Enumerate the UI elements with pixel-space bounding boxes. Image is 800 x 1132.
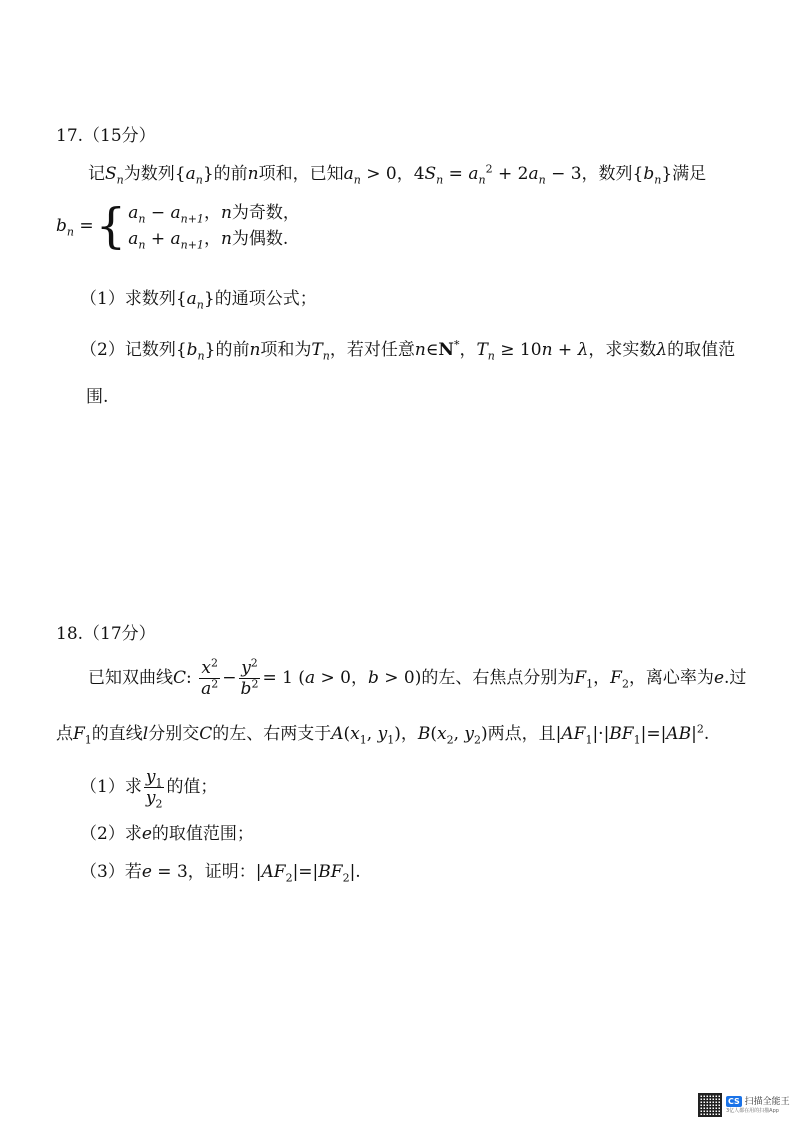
q17-case-even: $a_n + a_{n+1}$，n为偶数. <box>128 229 289 252</box>
q17-b-definition: $b_n$ = { $a_n - a_{n+1}$，n为奇数， $a_n + a_{n+1}$，n为偶数. <box>56 198 300 254</box>
watermark-title: 扫描全能王 <box>744 1096 790 1107</box>
q17-case-odd: $a_n - a_{n+1}$，n为奇数， <box>128 203 300 226</box>
q18-stem-line2: 点$F_1$的直线l分别交C的左、右两支于$A(x_1$, $y_1$)，$B(x_2$, $y_2$)两点，且$|AF_1|\cdot|BF_1|=|AB|^2$. <box>56 722 710 747</box>
fraction-x2-a2: $\frac{x^2}{a^2}$ <box>201 656 219 699</box>
q18-stem-line1: 已知双曲线C: $\frac{x^2}{a^2}$ − $\frac{y^2}{b^2}$ = 1 (a > 0，b > 0)的左、右焦点分别为$F_1$，$F_2$，离心率为e.过 <box>88 656 747 699</box>
q18-header: 18.（17分） <box>56 624 156 644</box>
q17-header: 17.（15分） <box>56 126 156 146</box>
cs-logo-icon: CS <box>728 1096 740 1106</box>
watermark-subtitle: 3亿人都在用的扫描App <box>726 1107 779 1114</box>
fraction-y2-b2: $\frac{y^2}{b^2}$ <box>240 656 259 699</box>
camscanner-watermark <box>698 1090 794 1120</box>
left-brace-icon: { <box>95 198 127 254</box>
q18-part3: （3）若e = 3，证明：$|AF_2|=|BF_2|$. <box>80 862 361 885</box>
q17-part2-line1: （2）记数列$\{b_n\}$的前n项和为$T_n$，若对任意n∈N*，$T_n \ge 10n + \lambda$，求实数λ的取值范 <box>80 338 736 363</box>
q17-stem-line1 <box>88 162 706 186</box>
q18-part1: （1）求 $\frac{y_1}{y_2}$ 的值； <box>80 767 218 811</box>
q17-part1: （1）求数列$\{a_n\}$的通项公式； <box>80 289 317 312</box>
q17-stem-text: 记$S_n$为数列$\{a_n\}$的前n项和，已知$a_n > 0$，$4S_n = a_n^2 + 2a_n - 3$，数列$\{b_n\}$满足 <box>88 162 707 187</box>
qr-code-icon <box>698 1093 722 1117</box>
q17-part2-line2: 围. <box>86 387 109 407</box>
q18-part2: （2）求e的取值范围； <box>80 824 254 844</box>
fraction-y1-y2: $\frac{y_1}{y_2}$ <box>145 767 163 811</box>
